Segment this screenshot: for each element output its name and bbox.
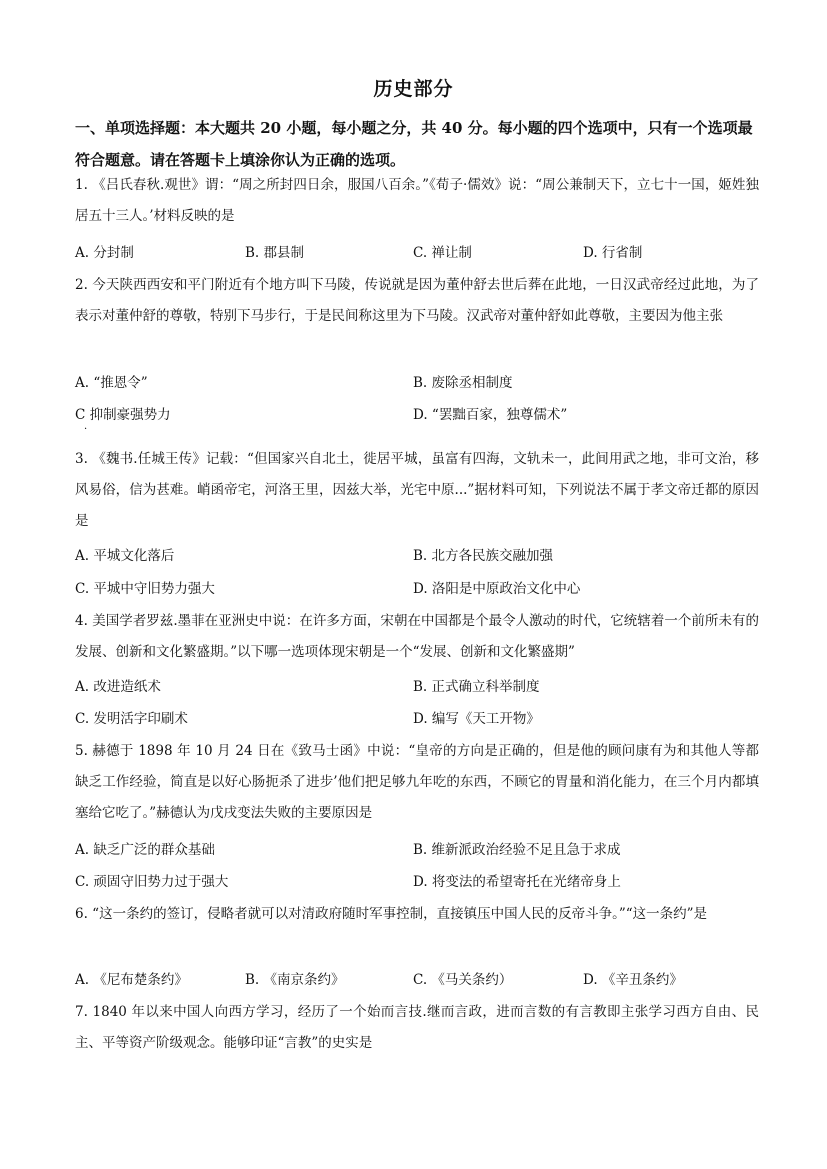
q3-option-c: C. 平城中守旧势力强大 [75, 581, 215, 597]
q5-option-b: B. 维新派政治经验不足且急于求成 [413, 842, 621, 858]
q6-option-a: A. 《尼布楚条约》 [75, 972, 188, 988]
q6-option-c: C. 《马关条约） [413, 972, 513, 988]
q1-option-a: A. 分封制 [75, 245, 134, 261]
q2-option-c: C 抑制豪强势力 [75, 407, 171, 423]
q4-option-a: A. 改进造纸术 [75, 679, 161, 695]
question-4-stem: 4. 美国学者罗兹.墨菲在亚洲史中说：在许多方面，宋朝在中国都是个最令人激动的时代，它统辖着一个前所未有的发展、创新和文化繁盛期。”以下哪一选项体现宋朝是一个“发展、创新和文化繁盛期” [75, 613, 759, 660]
stray-dot: · [84, 424, 88, 435]
question-6-stem: 6. “这一条约的签订，侵略者就可以对清政府随时军事控制，直接镇压中国人民的反帝斗争。”“这一条约”是 [75, 906, 708, 922]
question-1-stem: 1. 《吕氏春秋.观世》谓：“周之所封四日余，服国八百余。”《荀子·儒效》说：“周公兼制天下，立七十一国，姬姓独居五十三人。’材料反映的是 [75, 177, 759, 224]
q5-option-c: C. 顽固守旧势力过于强大 [75, 874, 229, 890]
q4-option-c: C. 发明活字印刷术 [75, 711, 188, 727]
q2-option-a: A. “推恩令” [75, 375, 148, 391]
q4-option-b: B. 正式确立科举制度 [413, 679, 540, 695]
q1-option-b: B. 郡县制 [245, 245, 305, 261]
section-heading: 一、单项选择题：本大题共 20 小题，每小题之分，共 40 分。每小题的四个选项中，只有一个选项最符合题意。请在答题卡上填涂你认为正确的选项。 [75, 119, 753, 169]
q4-option-d: D. 编写《天工开物》 [413, 711, 540, 727]
question-7-stem: 7. 1840 年以来中国人向西方学习，经历了一个始而言技.继而言政，进而言数的有言教即主张学习西方自由、民主、平等资产阶级观念。能够印证“言教”的史实是 [75, 1004, 759, 1051]
q5-option-a: A. 缺乏广泛的群众基础 [75, 842, 215, 858]
question-2-stem: 2. 今天陕西西安和平门附近有个地方叫下马陵，传说就是因为董仲舒去世后葬在此地，一日汉武帝经过此地，为了表示对董仲舒的尊敬，特别下马步行，于是民间称这里为下马陵。汉武帝对董仲舒如此尊敬，主要因为他主张 [75, 277, 759, 324]
q6-option-b: B. 《南京条约》 [245, 972, 345, 988]
q3-option-d: D. 洛阳是中原政治文化中心 [413, 581, 581, 597]
q1-option-c: C. 禅让制 [413, 245, 472, 261]
question-3-stem: 3. 《魏书.任城王传》记载：“但国家兴自北土，徙居平城，虽富有四海，文轨未一，此间用武之地，非可文治，移风易俗，信为甚难。峭函帝宅，河洛王里，因兹大举，光宅中原...”据材料可知，下列说法不属于孝文帝迁都的原因是 [75, 451, 759, 529]
q3-option-a: A. 平城文化落后 [75, 548, 175, 564]
q2-option-d: D. “罢黜百家，独尊儒术” [413, 407, 568, 423]
q2-option-b: B. 废除丞相制度 [413, 375, 513, 391]
page-title: 历史部分 [373, 78, 454, 100]
q1-option-d: D. 行省制 [583, 245, 643, 261]
q5-option-d: D. 将变法的希望寄托在光绪帝身上 [413, 874, 621, 890]
q3-option-b: B. 北方各民族交融加强 [413, 548, 554, 564]
question-5-stem: 5. 赫德于 1898 年 10 月 24 日在《致马士函》中说：“皇帝的方向是正确的，但是他的顾问康有为和其他人等都缺乏工作经验，简直是以好心肠扼杀了进步’他们把足够九年吃的东西，不顾它的胃量和消化能力，在三个月内都填塞给它吃了。”赫德认为戊戌变法失败的主要原因是 [75, 743, 759, 821]
q6-option-d: D. 《辛丑条约》 [583, 972, 683, 988]
